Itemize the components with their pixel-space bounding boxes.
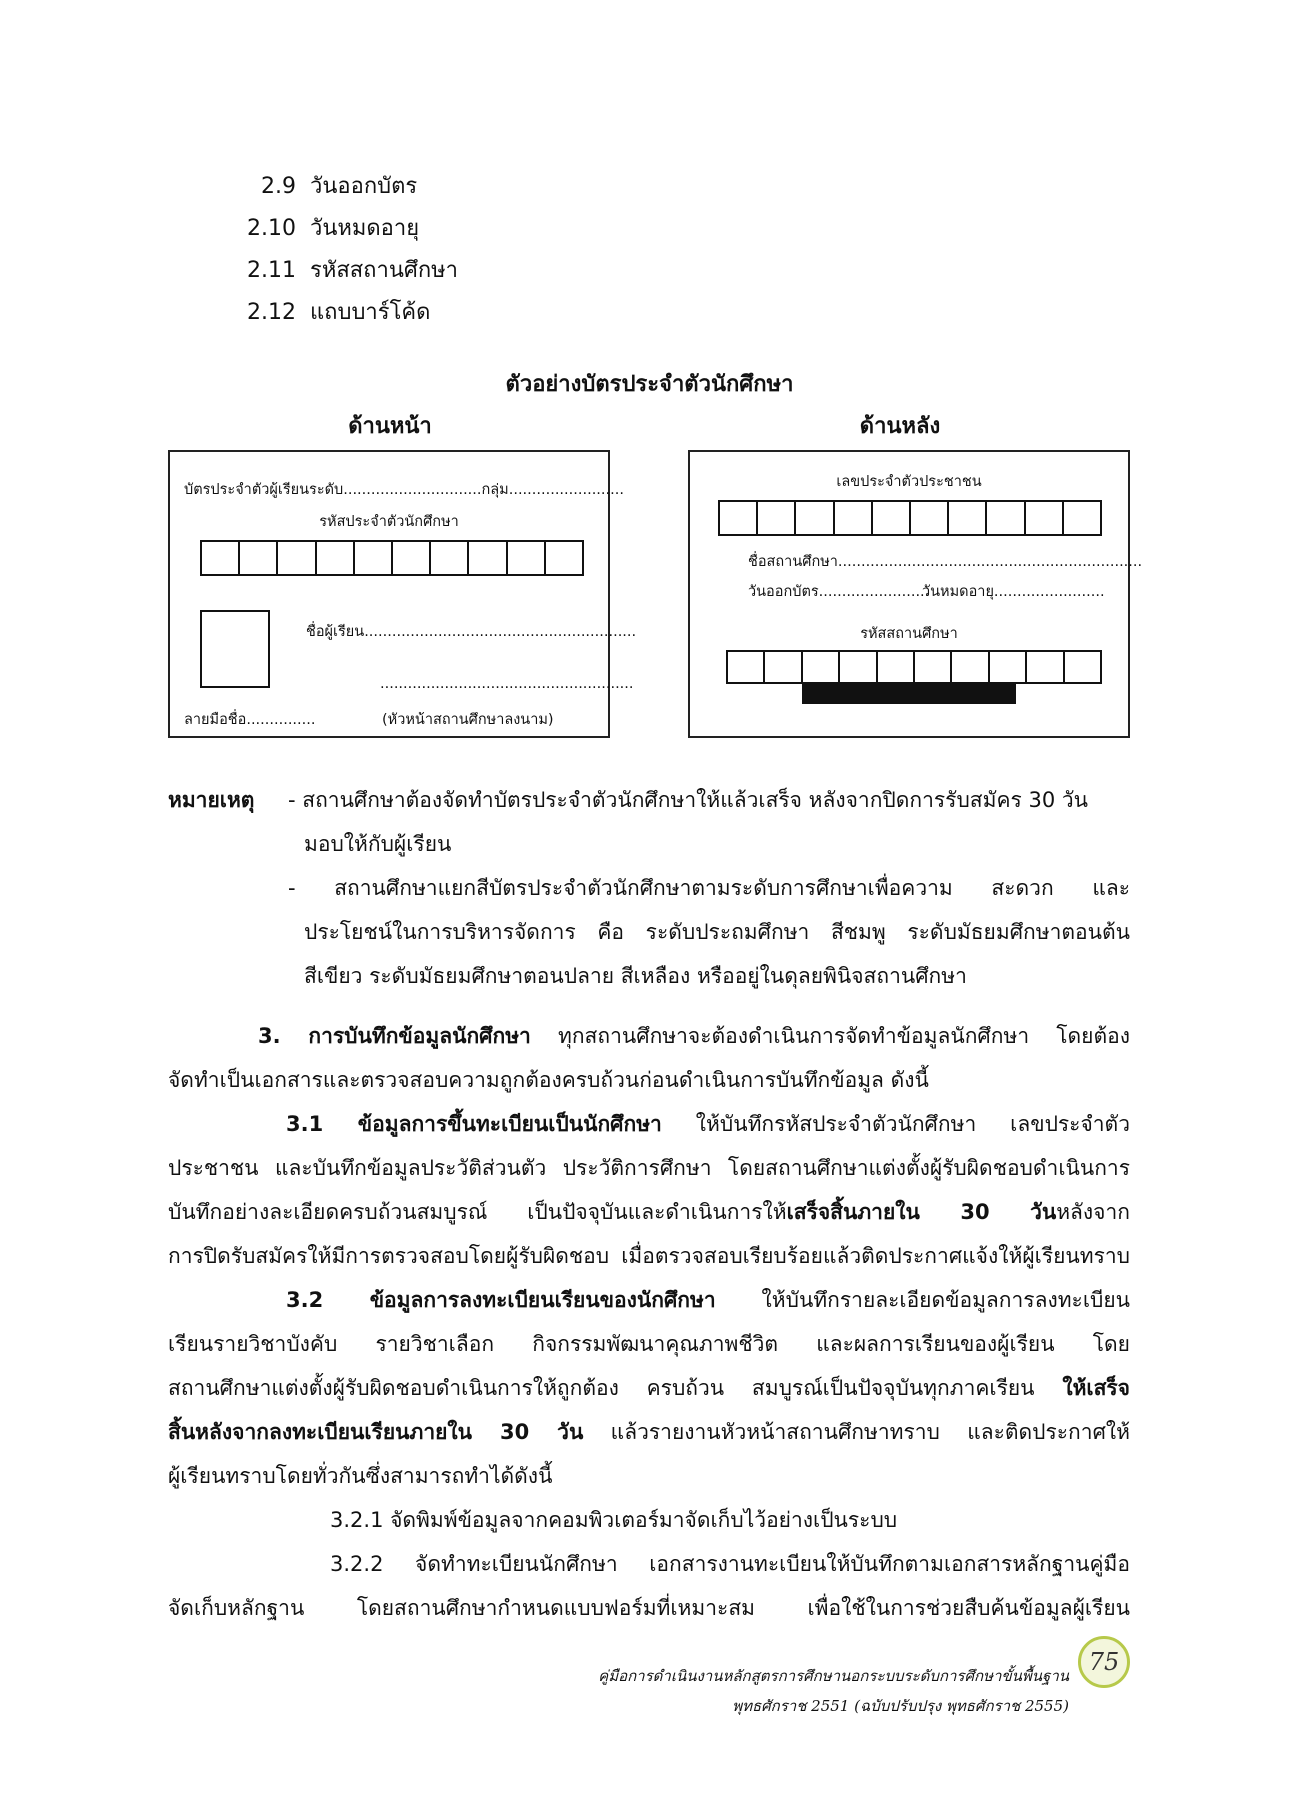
section-3 (168, 1014, 1130, 1630)
paragraph-line: ประชาชน และบันทึกข้อมูลประวัติส่วนตัว ประวัติการศึกษา โดยสถานศึกษาแต่งตั้งผู้รับผิดชอบดำเนินการ (168, 1156, 1130, 1180)
paragraph-line: 3. การบันทึกข้อมูลนักศึกษา ทุกสถานศึกษาจะต้องดำเนินการจัดทำข้อมูลนักศึกษา โดยต้อง (258, 1024, 1130, 1048)
paragraph-line: การปิดรับสมัครให้มีการตรวจสอบโดยผู้รับผิดชอบ เมื่อตรวจสอบเรียบร้อยแล้วติดประกาศแจ้งให้ผู้เรียนทราบ (168, 1244, 1130, 1268)
issue-date-line: วันออกบัตร........................ (748, 584, 930, 600)
paragraph-line: สิ้นหลังจากลงทะเบียนเรียนภายใน 30 วัน แล้วรายงานหัวหน้าสถานศึกษาทราบ และติดประกาศให้ (168, 1420, 1130, 1444)
card-section-title: ตัวอย่างบัตรประจำตัวนักศึกษา (505, 372, 794, 397)
paragraph-line: สถานศึกษาแต่งตั้งผู้รับผิดชอบดำเนินการให้ถูกต้อง ครบถ้วน สมบูรณ์เป็นปัจจุบันทุกภาคเรียน ให้เสร็จ (168, 1376, 1130, 1400)
student-signature: ลายมือชื่อ............... (184, 712, 316, 728)
front-card (168, 450, 637, 738)
paragraph-line: จัดเก็บหลักฐาน โดยสถานศึกษากำหนดแบบฟอร์มที่เหมาะสม เพื่อใช้ในการช่วยสืบค้นข้อมูลผู้เรียน (168, 1596, 1130, 1620)
student-id-label: รหัสประจำตัวนักศึกษา (319, 514, 459, 530)
barcode-strip (802, 684, 1016, 704)
paragraph-line: จัดทำเป็นเอกสารและตรวจสอบความถูกต้องครบถ้วนก่อนดำเนินการบันทึกข้อมูล ดังนี้ (168, 1068, 929, 1092)
footer-subtitle: พุทธศักราช 2551 (ฉบับปรับปรุง พุทธศักราช 2555) (732, 1697, 1069, 1715)
citizen-id-boxes (718, 500, 1102, 536)
note-line: สีเขียว ระดับมัธยมศึกษาตอนปลาย สีเหลือง หรืออยู่ในดุลยพินิจสถานศึกษา (304, 964, 967, 988)
note-items (288, 778, 1130, 998)
note-line: - สถานศึกษาแยกสีบัตรประจำตัวนักศึกษาตามระดับการศึกษาเพื่อความ สะดวก และ (288, 876, 1130, 900)
page-number: 75 (1088, 1648, 1120, 1676)
back-card (688, 450, 1143, 738)
note-line: - สถานศึกษาต้องจัดทำบัตรประจำตัวนักศึกษาให้แล้วเสร็จ หลังจากปิดการรับสมัคร 30 วัน (288, 788, 1088, 812)
list-item: 2.11 รหัสสถานศึกษา (247, 258, 459, 283)
head-sign-caption: (หัวหน้าสถานศึกษาลงนาม) (382, 712, 554, 728)
paragraph-line: 3.2 ข้อมูลการลงทะเบียนเรียนของนักศึกษา ให้บันทึกรายละเอียดข้อมูลการลงทะเบียน (286, 1288, 1130, 1312)
card-level-line: บัตรประจำตัวผู้เรียนระดับ..............................กลุ่ม......................... (184, 482, 624, 498)
front-label: ด้านหน้า (348, 414, 432, 439)
back-label: ด้านหลัง (859, 414, 941, 439)
school-code-boxes (726, 650, 1102, 684)
paragraph-line: 3.2.1 จัดพิมพ์ข้อมูลจากคอมพิวเตอร์มาจัดเก็บไว้อย่างเป็นระบบ (330, 1508, 898, 1532)
head-signature-line: ....................................................... (380, 676, 634, 692)
note-line: ประโยชน์ในการบริหารจัดการ คือ ระดับประถมศึกษา สีชมพู ระดับมัธยมศึกษาตอนต้น (304, 920, 1130, 944)
student-name-line: ชื่อผู้เรียน........................................................... (306, 624, 637, 640)
photo-box (200, 610, 270, 688)
list-item: 2.9 วันออกบัตร (261, 174, 418, 199)
note-label: หมายเหตุ (168, 788, 255, 812)
student-id-boxes (200, 540, 584, 576)
footer-title: คู่มือการดำเนินงานหลักสูตรการศึกษานอกระบบระดับการศึกษาขั้นพื้นฐาน (598, 1667, 1069, 1685)
school-code-label: รหัสสถานศึกษา (860, 626, 958, 642)
page-number-badge (1078, 1636, 1130, 1688)
list-item: 2.10 วันหมดอายุ (247, 216, 420, 241)
note-line: มอบให้กับผู้เรียน (304, 832, 452, 856)
school-name-line: ชื่อสถานศึกษา.................................................................. (748, 554, 1143, 570)
paragraph-line: ผู้เรียนทราบโดยทั่วกันซึ่งสามารถทำได้ดังนี้ (168, 1464, 553, 1488)
paragraph-line: บันทึกอย่างละเอียดครบถ้วนสมบูรณ์ เป็นปัจจุบันและดำเนินการให้เสร็จสิ้นภายใน 30 วันหลังจาก (168, 1200, 1130, 1224)
expire-date-line: วันหมดอายุ........................ (922, 584, 1105, 600)
paragraph-line: 3.2.2 จัดทำทะเบียนนักศึกษา เอกสารงานทะเบียนให้บันทึกตามเอกสารหลักฐานคู่มือ (330, 1552, 1130, 1576)
list-item: 2.12 แถบบาร์โค้ด (247, 300, 431, 325)
paragraph-line: 3.1 ข้อมูลการขึ้นทะเบียนเป็นนักศึกษา ให้บันทึกรหัสประจำตัวนักศึกษา เลขประจำตัว (286, 1112, 1130, 1136)
citizen-id-label: เลขประจำตัวประชาชน (836, 474, 982, 490)
paragraph-line: เรียนรายวิชาบังคับ รายวิชาเลือก กิจกรรมพัฒนาคุณภาพชีวิต และผลการเรียนของผู้เรียน โดย (168, 1332, 1130, 1356)
